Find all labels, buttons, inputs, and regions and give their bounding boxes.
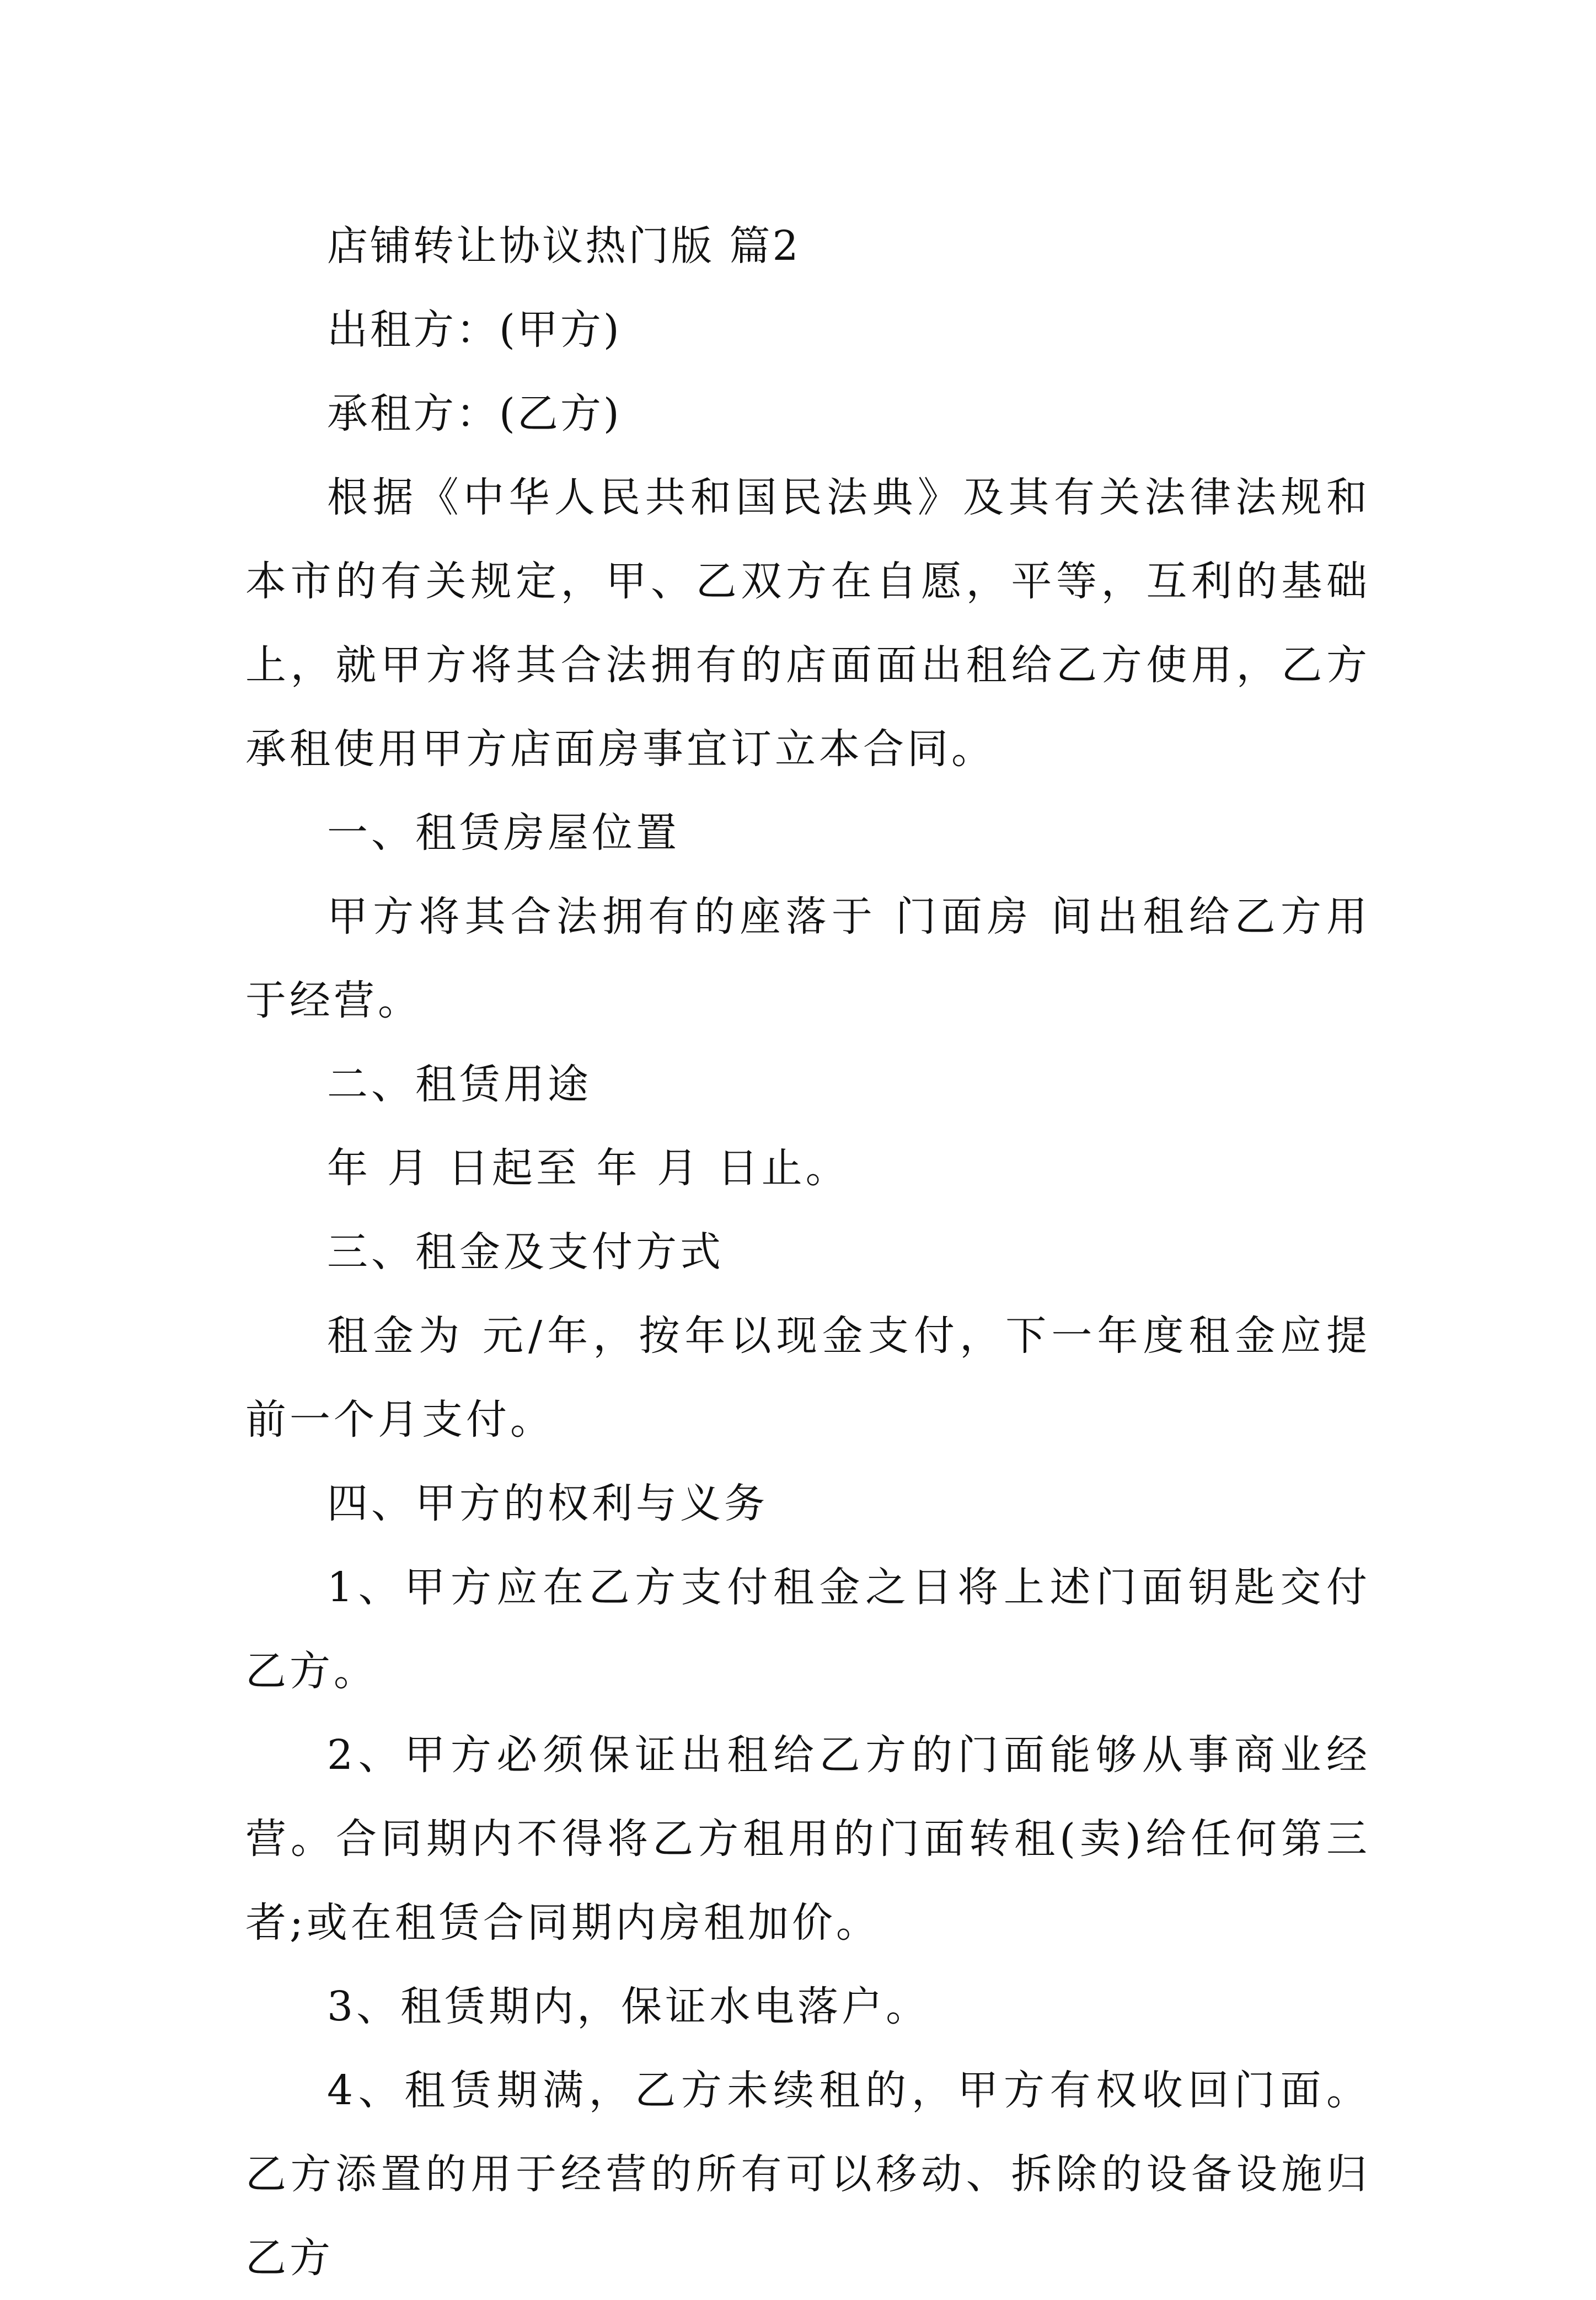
clause-4: 4、租赁期满，乙方未续租的，甲方有权收回门面。乙方添置的用于经营的所有可以移动、拆除的设备设施归乙方 bbox=[245, 2067, 1370, 2282]
clause-3: 3、租赁期内，保证水电落户。 bbox=[327, 1983, 930, 2030]
paragraph-rent: 租金为 元/年，按年以现金支付，下一年度租金应提前一个月支付。 bbox=[245, 1312, 1370, 1443]
document-title: 店铺转让协议热门版 篇2 bbox=[327, 222, 801, 270]
lessee-line: 承租方：(乙方) bbox=[327, 390, 622, 437]
paragraph-location: 甲方将其合法拥有的座落于 门面房 间出租给乙方用于经营。 bbox=[245, 893, 1370, 1024]
clause-2: 2、甲方必须保证出租给乙方的门面能够从事商业经营。合同期内不得将乙方租用的门面转租(卖)给任何第三者;或在租赁合同期内房租加价。 bbox=[245, 1731, 1370, 1946]
heading-section-2: 二、租赁用途 bbox=[327, 1061, 592, 1108]
clause-1: 1、甲方应在乙方支付租金之日将上述门面钥匙交付乙方。 bbox=[245, 1564, 1370, 1695]
heading-section-3: 三、租金及支付方式 bbox=[327, 1228, 724, 1276]
paragraph-intro: 根据《中华人民共和国民法典》及其有关法律法规和本市的有关规定，甲、乙双方在自愿，平等，互利的基础上，就甲方将其合法拥有的店面面出租给乙方使用，乙方承租使用甲方店面房事宜订立本合同。 bbox=[245, 474, 1370, 773]
heading-section-4: 四、甲方的权利与义务 bbox=[327, 1480, 768, 1527]
lessor-line: 出租方：(甲方) bbox=[327, 306, 622, 354]
document-body bbox=[245, 204, 1370, 2300]
heading-section-1: 一、租赁房屋位置 bbox=[327, 809, 680, 857]
paragraph-term: 年 月 日起至 年 月 日止。 bbox=[327, 1144, 850, 1192]
